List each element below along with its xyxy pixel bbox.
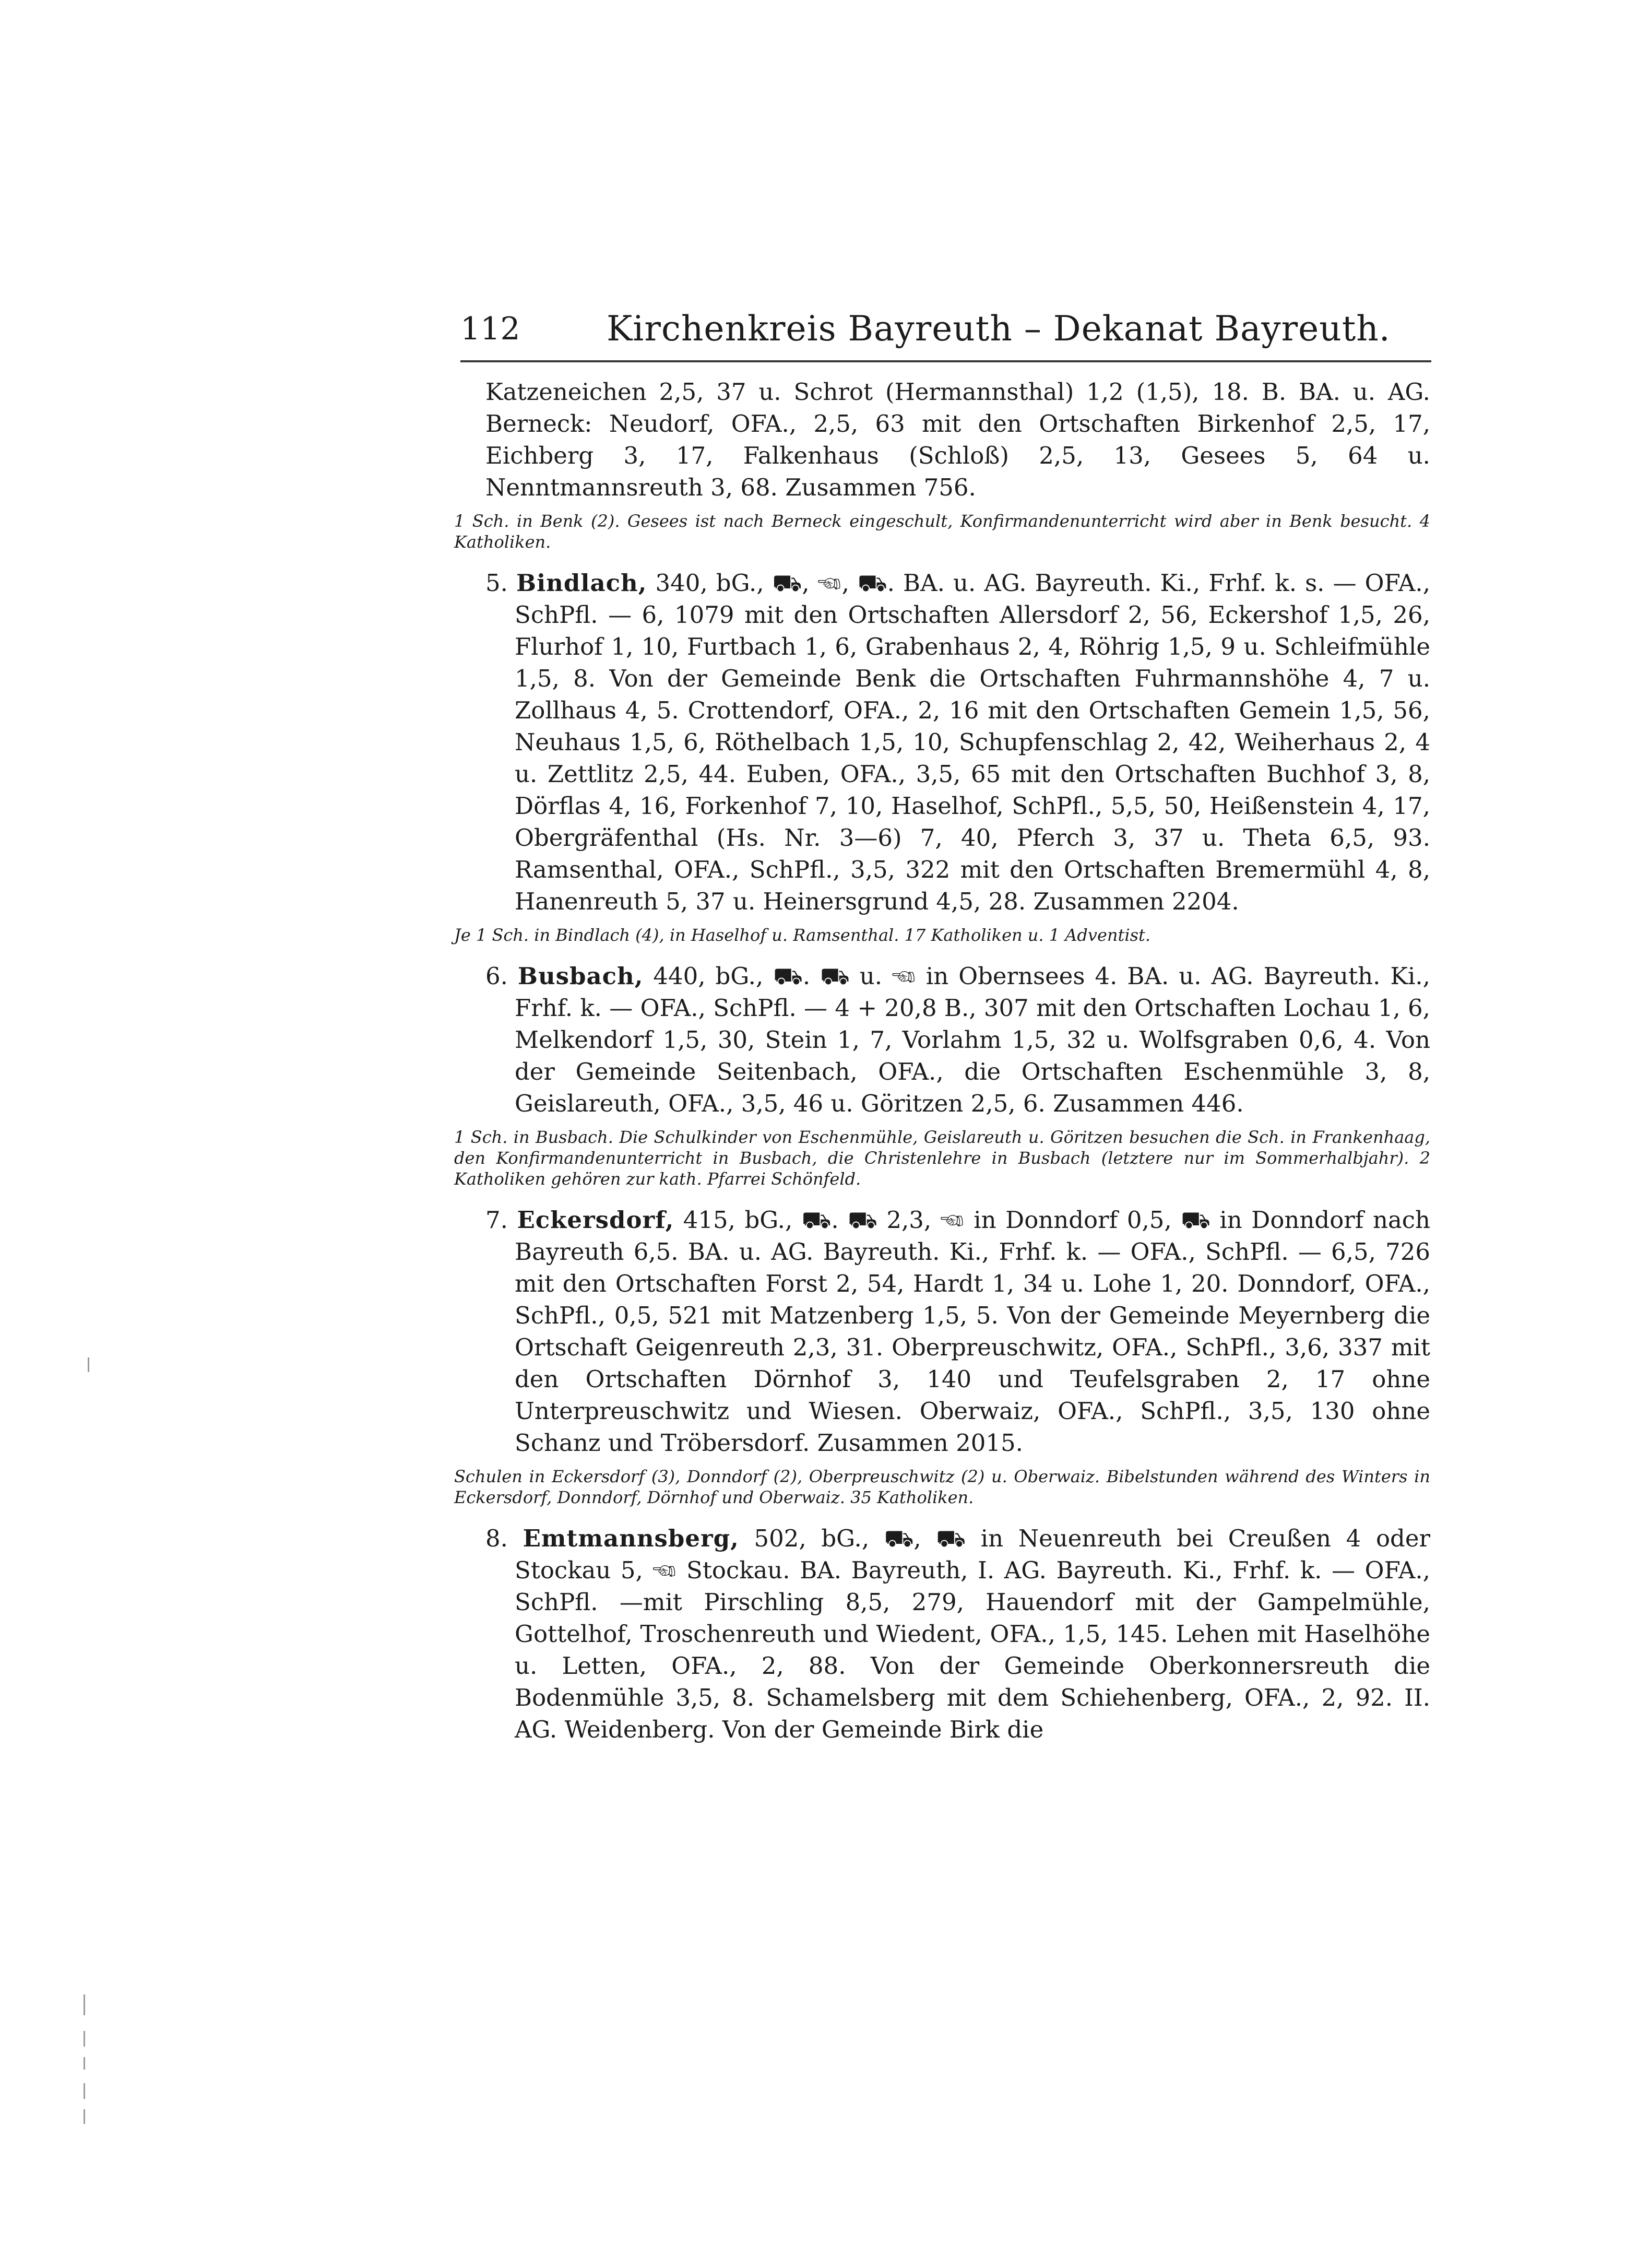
- entry-text: 340, bG., ⛟, ☜, ⛟. BA. u. AG. Bayreuth. Ki., Frhf. k. s. — OFA., SchPfl. — 6, 1079 mit den Ortschaften Allersdorf 2, 56, Eckershof 1,5, 26, Flurhof 1, 10, Furtbach 1, 6, Grabenhaus 2, 4, Röhrig 1,5, 9 u. Schleifmühle 1,5, 8. Von der Gemeinde Benk die Ortschaften Fuhrmannshöhe 4, 7 u. Zollhaus 4, 5. Crottendorf, OFA., 2, 16 mit den Ortschaften Gemein 1,5, 56, Neuhaus 1,5, 6, Röthelbach 1,5, 10, Schupfenschlag 2, 42, Weiherhaus 2, 4 u. Zettlitz 2,5, 44. Euben, OFA., 3,5, 65 mit den Ortschaften Buchhof 3, 8, Dörflas 4, 16, Forkenhof 7, 10, Haselhof, SchPfl., 5,5, 50, Heißenstein 4, 17, Obergräfenthal (Hs. Nr. 3—6) 7, 40, Pferch 3, 37 u. Theta 6,5, 93. Ramsenthal, OFA., SchPfl., 3,5, 322 mit den Ortschaften Bremermühl 4, 8, Hanenreuth 5, 37 u. Heinersgrund 4,5, 28. Zusammen 2204.: [515, 569, 1430, 915]
- scan-mark: [84, 2031, 85, 2047]
- main-text: [454, 376, 1430, 1753]
- page-number: 112: [460, 311, 520, 347]
- parish-name: Eckersdorf,: [517, 1206, 674, 1234]
- parish-entry: [485, 960, 1430, 1119]
- entry-text: 502, bG., ⛟, ⛟ in Neuenreuth bei Creußen 4 oder Stockau 5, ☜ Stockau. BA. Bayreuth, I. AG. Bayreuth. Ki., Frhf. k. — OFA., SchPfl. —mit Pirschling 8,5, 279, Hauendorf mit der Gampelmühle, Gottelhof, Troschenreuth und Wiedent, OFA., 1,5, 145. Lehen mit Haselhöhe u. Letten, OFA., 2, 88. Von der Gemeinde Oberkonnersreuth die Bodenmühle 3,5, 8. Schamelsberg mit dem Schiehenberg, OFA., 2, 92. II. AG. Weidenberg. Von der Gemeinde Birk die: [515, 1525, 1430, 1743]
- parish-entry: [485, 567, 1430, 917]
- entry-text: 440, bG., ⛟. ⛟ u. ☜ in Obernsees 4. BA. u. AG. Bayreuth. Ki., Frhf. k. — OFA., SchPfl. — 4 + 20,8 B., 307 mit den Ortschaften Lochau 1, 6, Melkendorf 1,5, 30, Stein 1, 7, Vorlahm 1,5, 32 u. Wolfsgraben 0,6, 4. Von der Gemeinde Seitenbach, OFA., die Ortschaften Eschenmühle 3, 8, Geislareuth, OFA., 3,5, 46 u. Göritzen 2,5, 6. Zusammen 446.: [515, 962, 1430, 1117]
- scan-mark: [84, 2057, 85, 2070]
- footnote: 1 Sch. in Busbach. Die Schulkinder von Eschenmühle, Geislareuth u. Göritzen besuchen die Sch. in Frankenhaag, den Konfirmandenunterricht in Busbach, die Christenlehre in Busbach (letztere nur im Sommerhalbjahr). 2 Katholiken gehören zur kath. Pfarrei Schönfeld.: [454, 1127, 1430, 1189]
- entry-number: 7.: [485, 1206, 508, 1234]
- scan-mark: [84, 2109, 85, 2124]
- entry-number: 5.: [485, 569, 508, 597]
- entry-number: 8.: [485, 1525, 508, 1552]
- scan-mark: [84, 2083, 85, 2099]
- parish-name: Bindlach,: [516, 569, 647, 597]
- parish-entry: [485, 1522, 1430, 1745]
- header-rule: [460, 360, 1431, 362]
- scan-mark: [88, 1357, 89, 1372]
- footnote: Je 1 Sch. in Bindlach (4), in Haselhof u. Ramsenthal. 17 Katholiken u. 1 Adventist.: [454, 925, 1151, 945]
- footnote: 1 Sch. in Benk (2). Gesees ist nach Berneck eingeschult, Konfirmandenunterricht wird aber in Benk besucht. 4 Katholiken.: [454, 511, 1430, 552]
- footnote: Schulen in Eckersdorf (3), Donndorf (2), Oberpreuschwitz (2) u. Oberwaiz. Bibelstunden während des Winters in Eckersdorf, Donndorf, Dörnhof und Oberwaiz. 35 Katholiken.: [454, 1467, 1430, 1507]
- continuation-paragraph: Katzeneichen 2,5, 37 u. Schrot (Hermannsthal) 1,2 (1,5), 18. B. BA. u. AG. Berneck: Neudorf, OFA., 2,5, 63 mit den Ortschaften Birkenhof 2,5, 17, Eichberg 3, 17, Falkenhaus (Schloß) 2,5, 13, Gesees 5, 64 u. Nenntmannsreuth 3, 68. Zusammen 756.: [485, 378, 1430, 501]
- scan-mark: [84, 1994, 85, 2015]
- page-header: [460, 308, 1437, 360]
- entry-text: 415, bG., ⛟. ⛟ 2,3, ☜ in Donndorf 0,5, ⛟ in Donndorf nach Bayreuth 6,5. BA. u. AG. Bayreuth. Ki., Frhf. k. — OFA., SchPfl. — 6,5, 726 mit den Ortschaften Forst 2, 54, Hardt 1, 34 u. Lohe 1, 20. Donndorf, OFA., SchPfl., 0,5, 521 mit Matzenberg 1,5, 5. Von der Gemeinde Meyernberg die Ortschaft Geigenreuth 2,3, 31. Oberpreuschwitz, OFA., SchPfl., 3,6, 337 mit den Ortschaften Dörnhof 3, 140 und Teufelsgraben 2, 17 ohne Unterpreuschwitz und Wiesen. Oberwaiz, OFA., SchPfl., 3,5, 130 ohne Schanz und Tröbersdorf. Zusammen 2015.: [515, 1206, 1430, 1457]
- running-title: Kirchenkreis Bayreuth – Dekanat Bayreuth.: [607, 309, 1391, 349]
- entry-number: 6.: [485, 962, 508, 990]
- parish-name: Busbach,: [517, 962, 644, 990]
- parish-entry: [485, 1204, 1430, 1459]
- parish-name: Emtmannsberg,: [523, 1525, 739, 1552]
